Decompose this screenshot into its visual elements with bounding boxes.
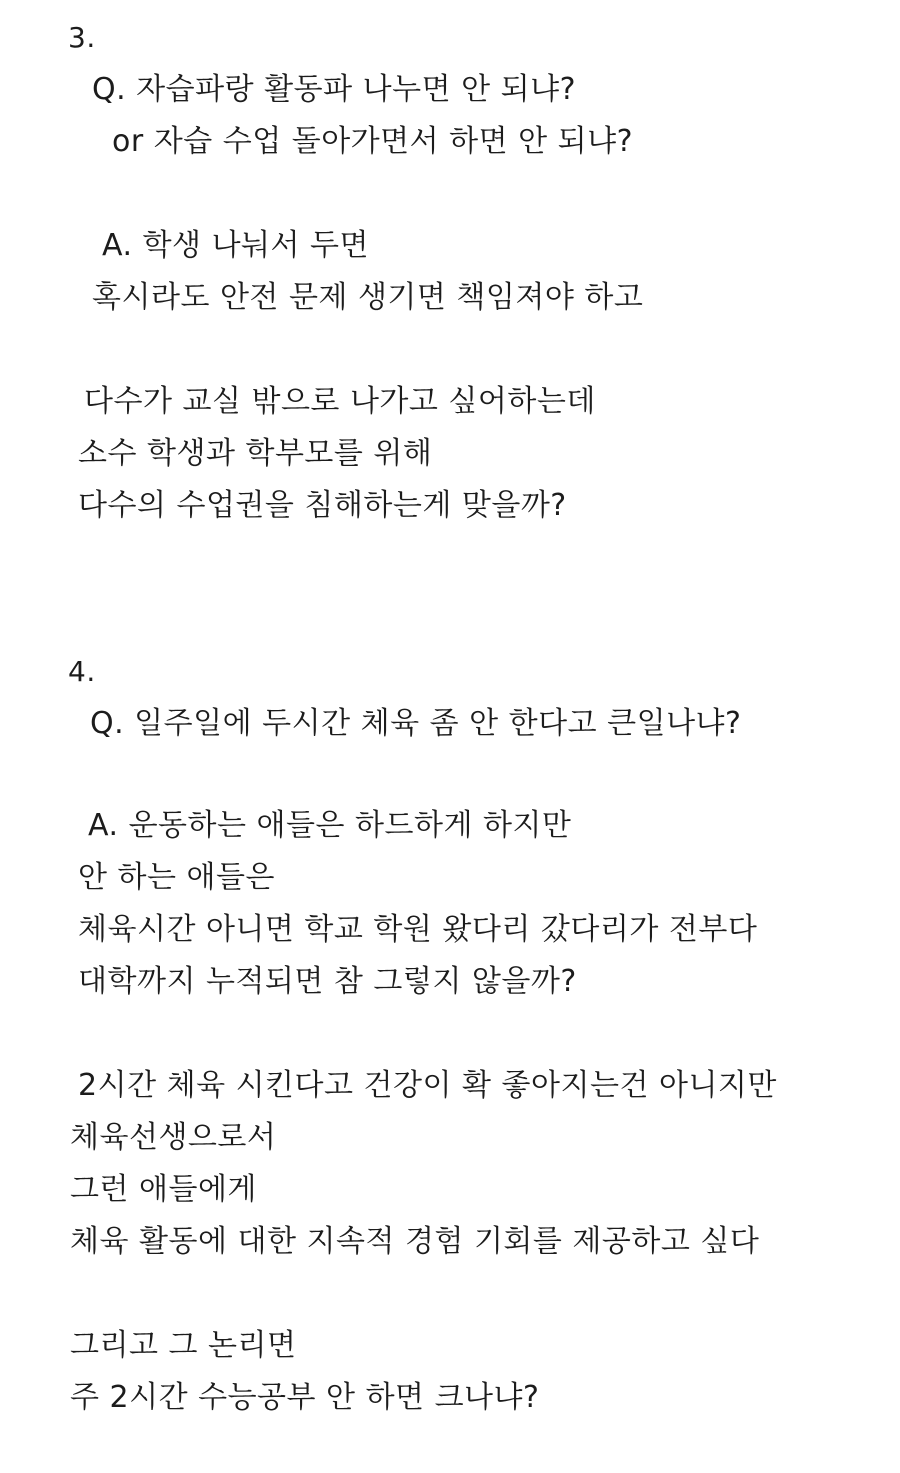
section-3-question-line-1: Q. 자습파랑 활동파 나누면 안 되냐? [92,72,576,107]
section-3-answer-line-2: 혹시라도 안전 문제 생기면 책임져야 하고 [92,280,644,315]
section-4-answer-line-3: 체육시간 아니면 학교 학원 왔다리 갔다리가 전부다 [78,912,758,947]
section-4-body-line-2: 체육선생으로서 [70,1120,277,1155]
section-3-number: 3. [68,21,96,54]
section-4-answer-line-2: 안 하는 애들은 [78,860,275,895]
section-4-question-line-1: Q. 일주일에 두시간 체육 좀 안 한다고 큰일나냐? [90,706,742,741]
section-3-body-line-3: 다수의 수업권을 침해하는게 맞을까? [78,488,567,523]
section-4-answer-line-1: A. 운동하는 애들은 하드하게 하지만 [88,808,572,843]
section-4-body-line-3: 그런 애들에게 [70,1172,257,1207]
section-4-closing-line-2: 주 2시간 수능공부 안 하면 크나냐? [70,1380,540,1415]
section-3-body-line-2: 소수 학생과 학부모를 위해 [78,436,433,471]
section-4-number: 4. [68,655,96,688]
section-3-question-line-2: or 자습 수업 돌아가면서 하면 안 되냐? [112,124,634,159]
section-4-answer-line-4: 대학까지 누적되면 참 그렇지 않을까? [78,964,577,999]
section-4-body-line-1: 2시간 체육 시킨다고 건강이 확 좋아지는건 아니지만 [78,1068,777,1103]
section-4-body-line-4: 체육 활동에 대한 지속적 경험 기회를 제공하고 싶다 [70,1224,760,1259]
section-4-closing-line-1: 그리고 그 논리면 [70,1328,297,1363]
section-3-body-line-1: 다수가 교실 밖으로 나가고 싶어하는데 [84,384,596,419]
section-3-answer-line-1: A. 학생 나눠서 두면 [102,228,369,263]
